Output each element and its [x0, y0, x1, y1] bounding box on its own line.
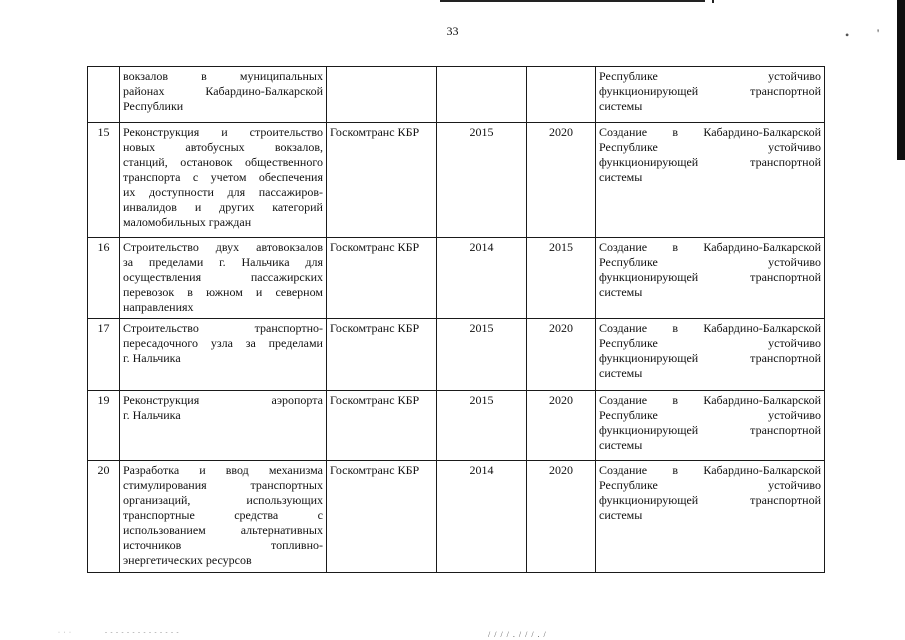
cell-word: Республике [599, 408, 658, 422]
row-number-cell: 19 [88, 391, 120, 461]
start-year-cell: 2014 [437, 238, 527, 319]
cell-word: устойчиво [768, 140, 821, 154]
cell-line [123, 336, 323, 351]
table-row [88, 123, 825, 238]
cell-word: топливно- [270, 538, 323, 552]
expected-result-cell [596, 391, 825, 461]
cell-word: южном [206, 285, 243, 299]
cell-word: организаций, [123, 493, 191, 507]
cell-word: учетом [210, 170, 247, 184]
table-row [88, 67, 825, 123]
cell-word: г. [219, 255, 226, 269]
cell-line [123, 200, 323, 215]
cell-word: муниципальных [239, 69, 323, 83]
measure-name-cell [120, 67, 327, 123]
cell-word: вокзалов [123, 69, 169, 83]
scan-artifact: • [845, 28, 850, 42]
cell-word: использованием [123, 523, 206, 537]
measure-name-cell [120, 123, 327, 238]
cell-word: транспортной [750, 423, 821, 437]
cell-line [123, 185, 323, 200]
cell-word: транспортной [750, 493, 821, 507]
cell-line [123, 255, 323, 270]
measure-name-cell [120, 319, 327, 391]
cell-word: строительство [249, 125, 323, 139]
cell-line [123, 493, 323, 508]
cell-word: пересадочного [123, 336, 199, 350]
scan-edge-bar [897, 0, 905, 160]
cell-word: Разработка [123, 463, 180, 477]
cell-word: Создание [599, 125, 648, 139]
program-table-body [88, 67, 825, 573]
cell-word: транспортной [750, 155, 821, 169]
cell-word: остановок [180, 155, 233, 169]
cell-word: транспортной [750, 84, 821, 98]
cell-word: северном [275, 285, 323, 299]
scan-artifact: ' [877, 26, 880, 40]
cell-line [123, 270, 323, 285]
cell-word: для [227, 185, 246, 199]
cell-word: в [672, 125, 679, 139]
cell-word: механизма [268, 463, 323, 477]
table-row [88, 319, 825, 391]
cell-line [123, 285, 323, 300]
cell-word: ввод [225, 463, 249, 477]
start-year-cell: 2015 [437, 123, 527, 238]
cell-line [599, 84, 821, 99]
cell-line: системы [599, 170, 643, 184]
cell-word: Кабардино-Балкарской [703, 240, 821, 254]
cell-word: Кабардино-Балкарской [703, 393, 821, 407]
executor-cell: Госкомтранс КБР [327, 123, 437, 238]
cell-word: альтернативных [240, 523, 323, 537]
cell-word: в [201, 69, 207, 83]
cell-line [123, 155, 323, 170]
executor-cell: Госкомтранс КБР [327, 238, 437, 319]
cell-word: Республике [599, 478, 658, 492]
cell-word: функционирующей [599, 423, 699, 437]
cell-line: направлениях [123, 300, 194, 314]
cell-word: Создание [599, 240, 648, 254]
cell-word: устойчиво [768, 336, 821, 350]
cell-word: станций, [123, 155, 168, 169]
cell-line [599, 255, 821, 270]
cell-word: Республике [599, 140, 658, 154]
cell-word: функционирующей [599, 351, 699, 365]
cell-line: энергетических ресурсов [123, 553, 252, 567]
executor-cell: Госкомтранс КБР [327, 391, 437, 461]
cell-line: г. Нальчика [123, 351, 181, 365]
cell-word: транспорта [123, 170, 181, 184]
cell-word: перевозок [123, 285, 175, 299]
executor-cell [327, 67, 437, 123]
cell-word: осуществления [123, 270, 202, 284]
cell-word: функционирующей [599, 270, 699, 284]
cell-line: системы [599, 99, 643, 113]
row-number-cell: 15 [88, 123, 120, 238]
end-year-cell: 2015 [527, 238, 596, 319]
cell-word: пределами [148, 255, 204, 269]
cell-word: в [672, 393, 679, 407]
cell-line [599, 351, 821, 366]
table-row [88, 238, 825, 319]
cell-line [599, 336, 821, 351]
cell-line [599, 463, 821, 478]
cell-line [599, 478, 821, 493]
cell-word: Кабардино-Балкарской [703, 125, 821, 139]
cell-word: автобусных [185, 140, 245, 154]
cell-word: Республике [599, 69, 658, 83]
cell-line: системы [599, 285, 643, 299]
cell-line [123, 523, 323, 538]
row-number-cell: 17 [88, 319, 120, 391]
cell-word: Республике [599, 336, 658, 350]
cell-line: системы [599, 438, 643, 452]
cell-line [599, 321, 821, 336]
cell-word: за [245, 336, 256, 350]
cell-word: устойчиво [768, 408, 821, 422]
measure-name-cell [120, 461, 327, 573]
cell-word: в [187, 285, 193, 299]
cell-word: доступности [149, 185, 214, 199]
cell-word: Нальчика [241, 255, 290, 269]
start-year-cell: 2014 [437, 461, 527, 573]
cell-line: Республики [123, 99, 184, 113]
cell-line [123, 69, 323, 84]
cell-line [599, 423, 821, 438]
cell-line [599, 493, 821, 508]
cell-line [123, 393, 323, 408]
cell-word: Создание [599, 463, 648, 477]
cell-word: автовокзалов [256, 240, 323, 254]
cell-word: вокзалов, [274, 140, 323, 154]
measure-name-cell [120, 238, 327, 319]
end-year-cell: 2020 [527, 123, 596, 238]
row-number-cell [88, 67, 120, 123]
cell-word: устойчиво [768, 478, 821, 492]
measure-name-cell [120, 391, 327, 461]
cell-line: системы [599, 366, 643, 380]
cell-line [123, 538, 323, 553]
table-row [88, 391, 825, 461]
cell-line [599, 140, 821, 155]
cell-word: с [317, 508, 323, 522]
cell-word: Реконструкция [123, 125, 200, 139]
cell-word: и [255, 285, 263, 299]
cell-word: за [123, 255, 134, 269]
row-number-cell: 20 [88, 461, 120, 573]
cell-word: устойчиво [768, 69, 821, 83]
cell-line: г. Нальчика [123, 408, 181, 422]
cell-line [123, 321, 323, 336]
cell-word: Строительство [123, 240, 199, 254]
cell-word: источников [123, 538, 182, 552]
cell-line [123, 125, 323, 140]
executor-cell: Госкомтранс КБР [327, 461, 437, 573]
cell-line [123, 170, 323, 185]
cell-word: средства [234, 508, 279, 522]
end-year-cell: 2020 [527, 319, 596, 391]
end-year-cell: 2020 [527, 391, 596, 461]
cell-word: транспортной [750, 270, 821, 284]
cell-line [123, 240, 323, 255]
cell-word: стимулирования [123, 478, 207, 492]
bottom-scan-mark: · · · [58, 630, 72, 636]
cell-line [599, 240, 821, 255]
cell-word: Реконструкция [123, 393, 200, 407]
top-scan-mark [712, 0, 714, 3]
expected-result-cell [596, 67, 825, 123]
cell-line [123, 463, 323, 478]
cell-word: транспортно- [254, 321, 323, 335]
cell-word: аэропорта [271, 393, 323, 407]
cell-line [599, 155, 821, 170]
expected-result-cell [596, 461, 825, 573]
cell-word: в [672, 240, 679, 254]
cell-line [599, 393, 821, 408]
cell-line [599, 69, 821, 84]
cell-line [599, 270, 821, 285]
cell-word: Создание [599, 393, 648, 407]
cell-word: Кабардино-Балкарской [703, 463, 821, 477]
cell-line [599, 408, 821, 423]
expected-result-cell [596, 238, 825, 319]
cell-word: категорий [272, 200, 323, 214]
cell-word: с [192, 170, 199, 184]
cell-word: Кабардино-Балкарской [205, 84, 323, 98]
cell-word: Создание [599, 321, 648, 335]
cell-word: для [305, 255, 323, 269]
cell-word: пассажирских [250, 270, 323, 284]
cell-line [123, 140, 323, 155]
cell-line [599, 125, 821, 140]
cell-word: транспортной [750, 351, 821, 365]
cell-word: пассажиров- [258, 185, 323, 199]
cell-word: и [194, 200, 202, 214]
cell-word: обеспечения [258, 170, 323, 184]
cell-word: транспортных [250, 478, 323, 492]
cell-word: Строительство [123, 321, 199, 335]
cell-line: системы [599, 508, 643, 522]
cell-word: Кабардино-Балкарской [703, 321, 821, 335]
table-row [88, 461, 825, 573]
cell-line [123, 478, 323, 493]
cell-word: инвалидов [123, 200, 177, 214]
cell-word: устойчиво [768, 255, 821, 269]
cell-line [123, 84, 323, 99]
cell-word: в [672, 321, 679, 335]
row-number-cell: 16 [88, 238, 120, 319]
cell-word: общественного [245, 155, 323, 169]
cell-word: функционирующей [599, 84, 699, 98]
cell-word: других [219, 200, 255, 214]
expected-result-cell [596, 123, 825, 238]
cell-word: их [123, 185, 136, 199]
cell-line [123, 508, 323, 523]
page-number: 33 [446, 24, 459, 38]
start-year-cell [437, 67, 527, 123]
bottom-scan-mark: / / / / . / / / . / [488, 630, 547, 639]
cell-word: двух [215, 240, 240, 254]
cell-word: узла [210, 336, 233, 350]
start-year-cell: 2015 [437, 319, 527, 391]
cell-word: и [221, 125, 228, 139]
expected-result-cell [596, 319, 825, 391]
cell-word: использующих [246, 493, 323, 507]
bottom-scan-mark: - - - - - - - - - - - - - - [105, 630, 180, 636]
cell-word: районах [123, 84, 165, 98]
end-year-cell: 2020 [527, 461, 596, 573]
top-scan-line [440, 0, 705, 2]
cell-word: Республике [599, 255, 658, 269]
start-year-cell: 2015 [437, 391, 527, 461]
cell-word: транспортные [123, 508, 195, 522]
end-year-cell [527, 67, 596, 123]
program-table [87, 66, 825, 573]
cell-word: новых [123, 140, 156, 154]
cell-line: маломобильных граждан [123, 215, 252, 229]
cell-word: функционирующей [599, 155, 699, 169]
executor-cell: Госкомтранс КБР [327, 319, 437, 391]
cell-word: функционирующей [599, 493, 699, 507]
cell-word: пределами [268, 336, 323, 350]
cell-word: в [672, 463, 679, 477]
cell-word: и [199, 463, 206, 477]
